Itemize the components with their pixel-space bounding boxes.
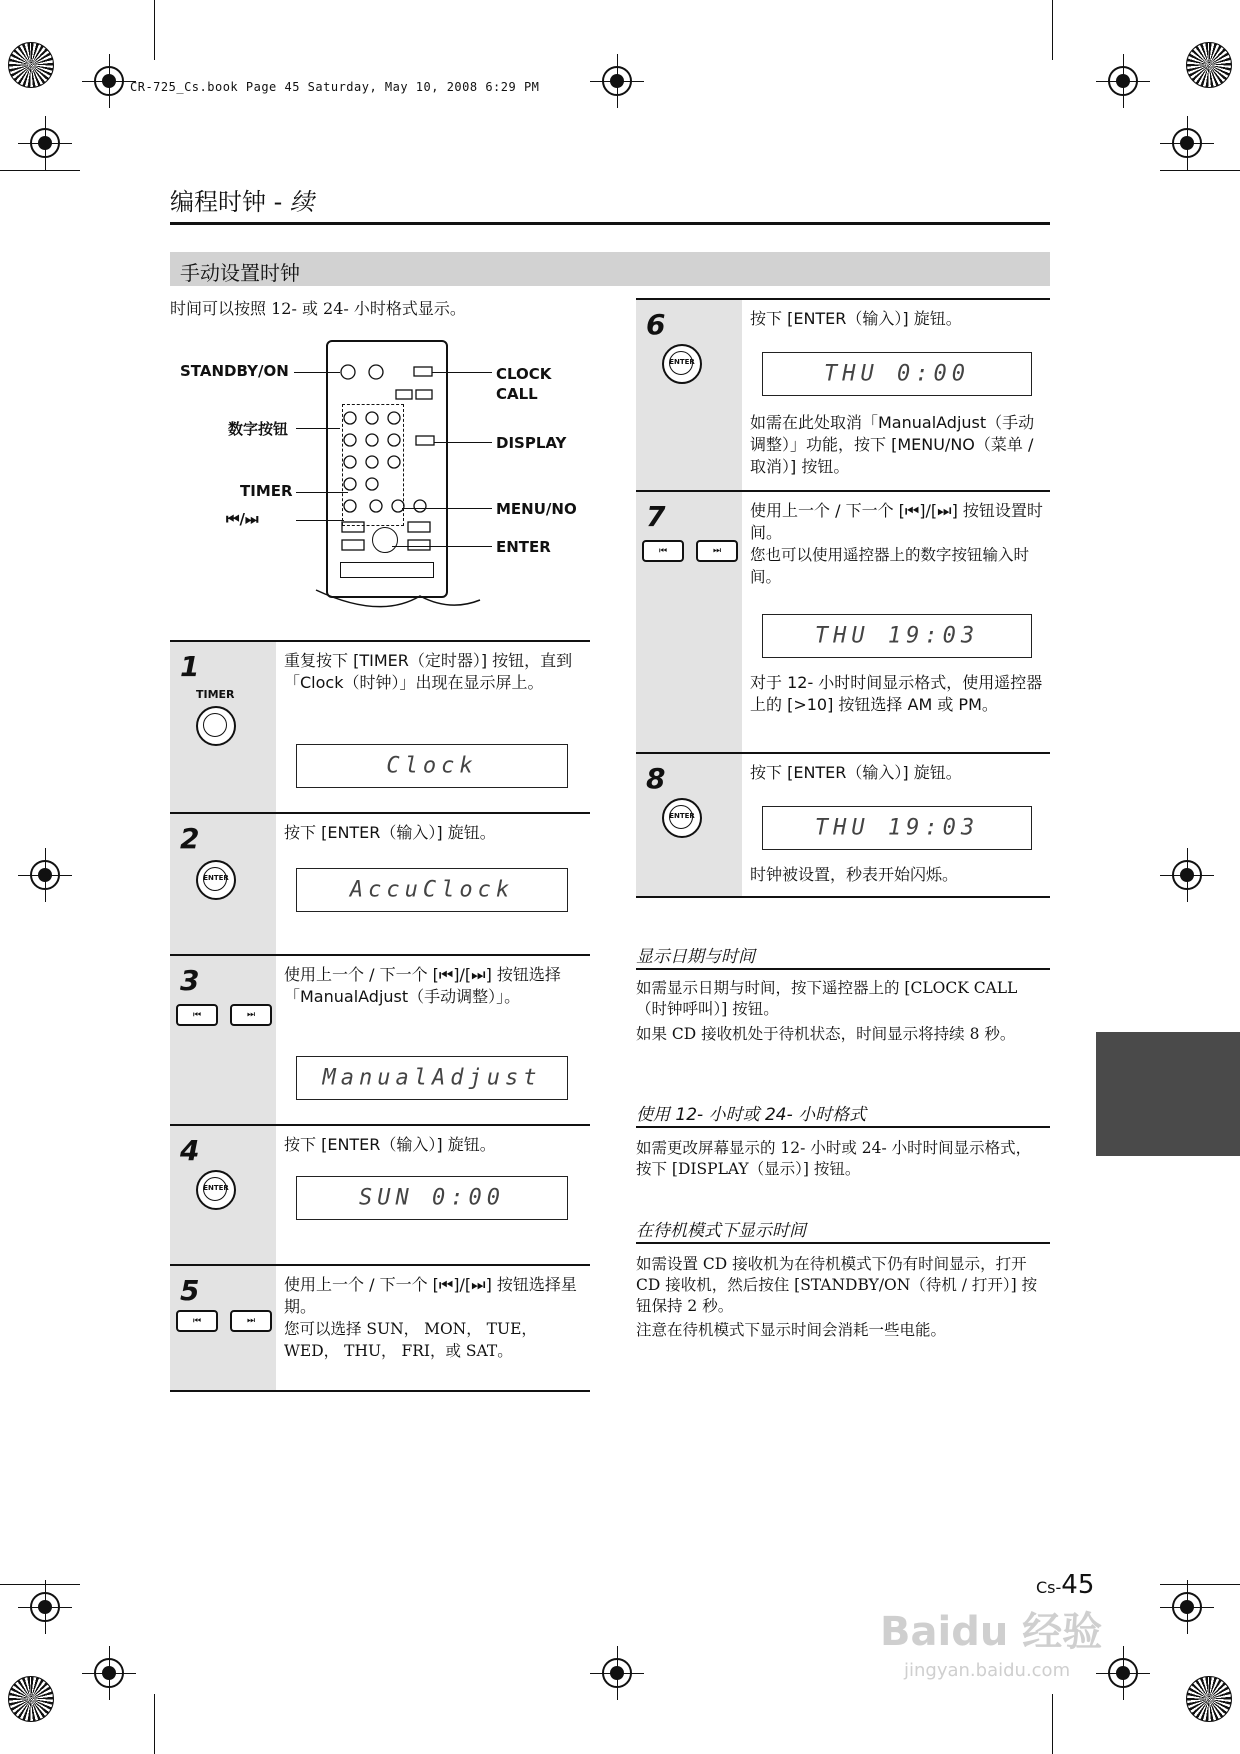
header-rule [170, 222, 1050, 225]
step-note: 您可以选择 SUN， MON， TUE， WED， THU， FRI，或 SAT。 [284, 1320, 537, 1360]
step-text: 按下 [ENTER（输入）] 旋钮。 [284, 823, 496, 842]
chapter-tab [1096, 1032, 1240, 1156]
next-button-icon: ⏭ [696, 540, 738, 562]
leader-line [392, 546, 492, 547]
crop-mark [1052, 0, 1053, 60]
label-timer: TIMER [240, 482, 293, 500]
remote-button-grid [342, 404, 404, 526]
step-note: 您也可以使用遥控器上的数字按钮输入时间。 [750, 546, 1030, 586]
registration-mark [1172, 1592, 1202, 1622]
subsection-paragraph: 如需设置 CD 接收机为在待机模式下仍有时间显示，打开 CD 接收机，然后按住 [STANDBY/ON（待机 / 打开）] 按钮保持 2 秒。 [636, 1255, 1038, 1315]
step-number: 7 [646, 500, 666, 533]
step-number: 1 [180, 650, 200, 683]
subsection-rule [636, 1242, 1050, 1244]
registration-mark [94, 66, 124, 96]
label-numeric-buttons: 数字按钮 [228, 420, 289, 438]
lcd-display [762, 352, 1032, 396]
registration-mark [1172, 128, 1202, 158]
page-number [1036, 1570, 1094, 1600]
label-standby-on: STANDBY/ON [180, 362, 289, 380]
lcd-display [296, 1056, 568, 1100]
step-text [284, 1274, 584, 1362]
label-clock-call: CLOCK CALL [496, 365, 552, 403]
next-button-icon: ⏭ [230, 1004, 272, 1026]
lcd-display [762, 806, 1032, 850]
step-number: 4 [180, 1134, 200, 1167]
label-enter: ENTER [496, 538, 551, 556]
lcd-display [296, 1176, 568, 1220]
leader-line [296, 492, 348, 493]
lcd-text: ManualAdjust [322, 1065, 542, 1091]
leader-line [434, 442, 492, 443]
registration-mark [30, 1592, 60, 1622]
registration-mark [30, 860, 60, 890]
lcd-text: Clock [386, 753, 478, 779]
subsection-rule [636, 968, 1050, 970]
step-text: 使用上一个 / 下一个 [⏮]/[⏭] 按钮选择「ManualAdjust（手动调整）」。 [284, 965, 561, 1006]
step-note: 时钟被设置，秒表开始闪烁。 [750, 865, 959, 884]
lcd-text: THU 19:03 [814, 623, 980, 649]
step-instruction: 使用上一个 / 下一个 [⏮]/[⏭] 按钮选择星期。 [284, 1275, 577, 1316]
step-1 [170, 640, 590, 812]
subsection-paragraph: 如需更改屏幕显示的 12- 小时或 24- 小时时间显示格式，按下 [DISPLAY（显示）] 按钮。 [636, 1139, 1032, 1178]
enter-knob-icon: ENTER [662, 344, 702, 384]
step-7 [636, 490, 1050, 752]
previous-button-icon: ⏮ [642, 540, 684, 562]
step-4 [170, 1124, 590, 1264]
crop-mark [154, 0, 155, 60]
leader-line [296, 520, 344, 521]
label-skip-buttons: ⏮/⏭ [226, 510, 259, 528]
crop-mark [1160, 1584, 1240, 1585]
step-note: 如需在此处取消「ManualAdjust（手动调整）」功能，按下 [MENU/NO（菜单 / 取消）] 按钮。 [750, 413, 1035, 476]
section-bar [170, 252, 1050, 286]
subsection-paragraph: 如需显示日期与时间，按下遥控器上的 [CLOCK CALL（时钟呼叫）] 按钮。 [636, 979, 1018, 1018]
watermark-url: jingyan.baidu.com [904, 1660, 1071, 1681]
crop-mark [1160, 170, 1240, 171]
section-title: 手动设置时钟 [180, 261, 300, 285]
lcd-display [296, 868, 568, 912]
timer-button-label: TIMER [196, 688, 235, 701]
section-intro: 时间可以按照 12- 或 24- 小时格式显示。 [170, 299, 466, 318]
step-text: 按下 [ENTER（输入）] 旋钮。 [284, 1135, 496, 1154]
lcd-text: AccuClock [349, 877, 515, 903]
color-rosette-bottom-right [1186, 1676, 1232, 1722]
step-number: 3 [180, 964, 200, 997]
registration-mark [602, 1658, 632, 1688]
previous-button-icon: ⏮ [176, 1310, 218, 1332]
page-prefix: Cs- [1036, 1578, 1062, 1597]
lcd-text: SUN 0:00 [359, 1185, 505, 1211]
step-text: 按下 [ENTER（输入）] 旋钮。 [750, 763, 962, 782]
registration-mark [30, 128, 60, 158]
subsection-rule [636, 1126, 1050, 1128]
step-instruction: 使用上一个 / 下一个 [⏮]/[⏭] 按钮设置时间。 [750, 501, 1043, 542]
leader-line [296, 428, 340, 429]
color-rosette-top-left [8, 42, 54, 88]
crop-mark [1052, 1694, 1053, 1754]
step-5 [170, 1264, 590, 1392]
lcd-text: THU 19:03 [814, 815, 980, 841]
registration-mark [1108, 1658, 1138, 1688]
remote-control-figure [326, 340, 448, 598]
step-6 [636, 298, 1050, 490]
timer-button-icon [196, 706, 236, 746]
step-2 [170, 812, 590, 954]
enter-knob-icon: ENTER [196, 860, 236, 900]
step-3 [170, 954, 590, 1124]
leader-line [432, 372, 492, 373]
lcd-text: THU 0:00 [824, 361, 970, 387]
enter-knob-icon: ENTER [662, 798, 702, 838]
enter-knob-icon: ENTER [196, 1170, 236, 1210]
registration-mark [602, 66, 632, 96]
step-text [750, 500, 1044, 588]
step-8 [636, 752, 1050, 898]
step-text: 重复按下 [TIMER（定时器）] 按钮，直到「Clock（时钟）」出现在显示屏上。 [284, 651, 573, 692]
crop-mark [0, 1584, 80, 1585]
step-note: 对于 12- 小时时间显示格式，使用遥控器上的 [>10] 按钮选择 AM 或 PM。 [750, 673, 1043, 714]
step-text: 按下 [ENTER（输入）] 旋钮。 [750, 309, 962, 328]
subsection-title: 使用 12- 小时或 24- 小时格式 [636, 1105, 867, 1125]
color-rosette-top-right [1186, 42, 1232, 88]
registration-mark [1172, 860, 1202, 890]
page-title-main: 编程时钟 [170, 188, 266, 216]
step-number: 2 [180, 822, 200, 855]
remote-jog-dial [372, 527, 398, 553]
lcd-display [762, 614, 1032, 658]
step-number: 6 [646, 308, 666, 341]
label-menu-no: MENU/NO [496, 500, 577, 518]
step-number: 5 [180, 1274, 200, 1307]
remote-bottom-buttons [340, 562, 434, 578]
title-separator: - [266, 188, 290, 216]
file-info: CR-725_Cs.book Page 45 Saturday, May 10, 2008 6:29 PM [130, 80, 540, 94]
leader-line [294, 372, 340, 373]
crop-mark [0, 170, 80, 171]
registration-mark [1108, 66, 1138, 96]
subsection-paragraph: 注意在待机模式下显示时间会消耗一些电能。 [636, 1321, 947, 1339]
subsection-title: 显示日期与时间 [636, 947, 755, 967]
page-number-value: 45 [1061, 1570, 1095, 1600]
leader-line [402, 508, 492, 509]
next-button-icon: ⏭ [230, 1310, 272, 1332]
lcd-display [296, 744, 568, 788]
label-display: DISPLAY [496, 434, 567, 452]
baidu-watermark: Baidu 经验 [880, 1609, 1103, 1655]
registration-mark [94, 1658, 124, 1688]
page-title [170, 182, 314, 217]
step-number: 8 [646, 762, 666, 795]
color-rosette-bottom-left [8, 1676, 54, 1722]
crop-mark [154, 1694, 155, 1754]
subsection-paragraph: 如果 CD 接收机处于待机状态，时间显示将持续 8 秒。 [636, 1025, 1016, 1043]
subsection-title: 在待机模式下显示时间 [636, 1221, 806, 1241]
previous-button-icon: ⏮ [176, 1004, 218, 1026]
page-title-continued: 续 [289, 188, 314, 216]
